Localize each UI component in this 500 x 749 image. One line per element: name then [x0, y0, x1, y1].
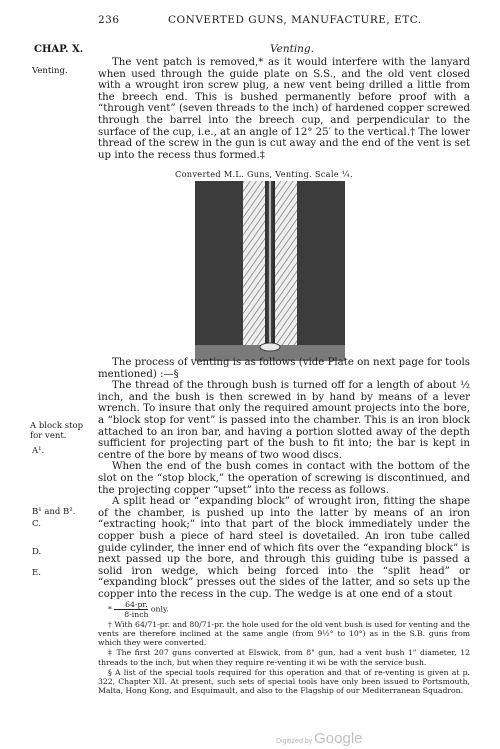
footnote-3: ‡ The first 207 guns converted at Elswick, from 8" gun, had a vent bush 1" diameter, 12 threads to the inch, but when they require re-venting it wi be with the service bush. [98, 648, 470, 667]
body-text-top [98, 57, 470, 161]
watermark-prefix: Digitized by [276, 738, 313, 745]
page-number: 236 [98, 14, 120, 26]
paragraph-thread-bush: The thread of the through bush is turned off for a length of about ½ inch, and the bush is then screwed in by hand by means of a lever wrench. To insure that only the required amount projects into the bore, a “block stop for vent” is passed into the chamber. This is an iron block attached to an iron bar, and having a portion slotted away of the depth sufficient for projecting part of the bush to fit into; the bar is kept in centre of the bore by means of two wood discs. [98, 380, 470, 461]
breech-right-dark [297, 181, 345, 361]
margin-note-b1b2: B¹ and B². [32, 507, 76, 517]
footnote-1-denominator: 8-inch [124, 610, 149, 620]
paragraph-vent-patch: The vent patch is removed,* as it would interfere with the lanyard when used through the guide plate on S.S., and the old vent closed with a wrought iron screw plug, a new vent being drilled a little from the breech end. This is bushed permanently before proof with a “through vent” (seven threads to the inch) of hardened copper screwed through the barrel into the breech cup, and perpendicular to the surface of the cup, i.e., at an angle of 12° 25′ to the vertical.† The lower thread of the screw in the gun is cut away and the end of the vent is set up into the recess thus formed.‡ [98, 57, 470, 161]
margin-note-a1: A¹. [32, 446, 45, 456]
thread-left [243, 181, 265, 361]
margin-note-venting: Venting. [32, 66, 68, 76]
vent-opening [260, 343, 280, 351]
chapter-label: CHAP. X. [34, 44, 84, 55]
digitized-watermark [276, 730, 363, 747]
footnote-4: § A list of the special tools required for this operation and that of re-venting is given at p. 322, Chapter XII. At present, such sets of special tools have only been issued to Portsmouth, Malta, Hong Kong, and Esquimault, and also to the Flagship of our Mediterranean Squadron. [98, 667, 470, 695]
body-text-main [98, 357, 470, 600]
margin-note-d: D. [32, 547, 42, 557]
footnote-1-fraction [114, 600, 148, 619]
paragraph-split-head: A split head or “expanding block” of wrought iron, fitting the shape of the chamber, is pushed up into the latter by means of an iron “extracting hook;” into that part of the block immediately under the copper bush a piece of hard steel is dovetailed. An iron tube called guide cylinder, the inner end of which fits over the “expanding block” is next passed up the bore, and through this guiding tube is passed a solid iron wedge, which being forced into the “split head” or “expanding block” presses out the sides of the latter, and so sets up the copper into the recess in the cup. The wedge is at one end of a stout [98, 496, 470, 600]
margin-note-e: E. [32, 568, 41, 578]
footnote-1-mark: * [108, 604, 112, 614]
footnote-1-tail: only. [150, 604, 169, 614]
margin-note-block-stop-line2: for vent. [30, 431, 67, 441]
paragraph-bush-contact: When the end of the bush comes in contact with the bottom of the slot on the “stop block,” the operation of screwing is discontinued, and the projecting copper “upset” into the recess as follows. [98, 461, 470, 496]
thread-right [275, 181, 297, 361]
margin-note-block-stop-line1: A block stop [30, 421, 84, 431]
paragraph-process-intro: The process of venting is as follows (vide Plate on next page for tools mentioned) :—§ [98, 357, 470, 380]
section-title: Venting. [270, 43, 314, 55]
footnote-2: † With 64/71-pr. and 80/71-pr. the hole used for the old vent bush is used for venting and the vents are therefore inclined at the same angle (from 9½° to 10°) as in the S.B. guns from which they were converted. [98, 620, 470, 648]
footnote-1 [98, 600, 470, 619]
breech-left-dark [195, 181, 243, 361]
margin-note-c: C. [32, 519, 41, 529]
footnotes [98, 600, 470, 696]
running-title: CONVERTED GUNS, MANUFACTURE, ETC. [168, 14, 422, 26]
figure-caption: Converted M.L. Guns, Venting. Scale ¼. [175, 169, 353, 179]
margin-note-block-stop [30, 421, 83, 441]
footnote-1-numerator: 64-pr. [114, 600, 148, 610]
watermark-brand: Google [314, 730, 363, 747]
venting-figure [195, 181, 345, 361]
